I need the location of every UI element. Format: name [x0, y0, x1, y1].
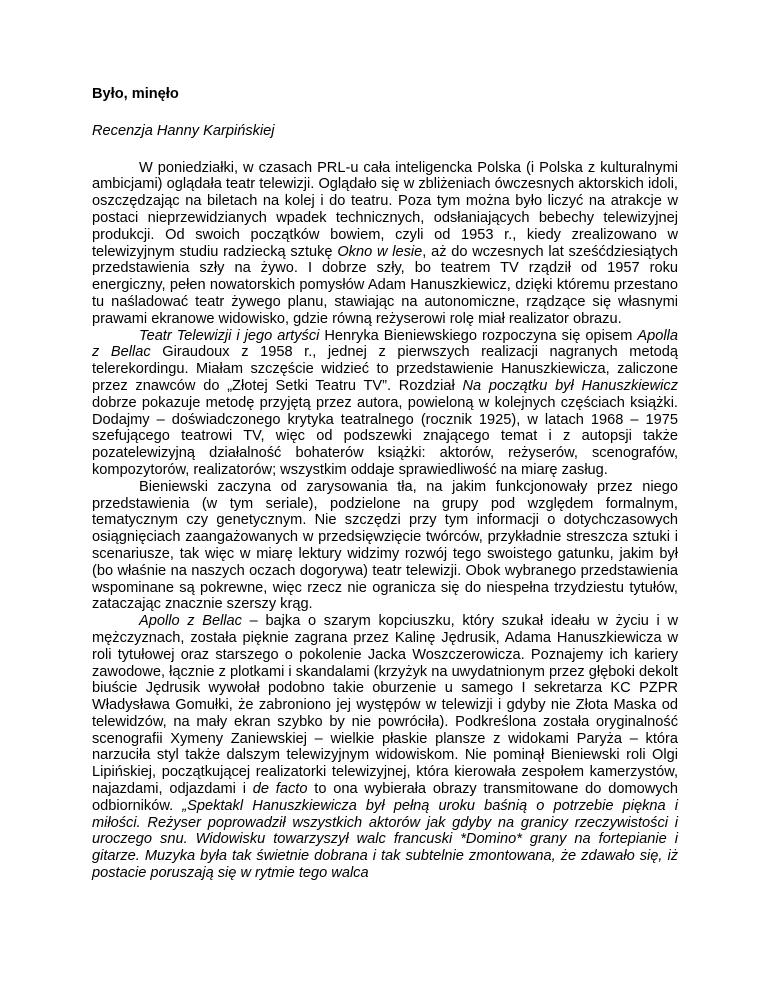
p1-text: W poniedziałki, w czasach PRL-u cała inteligencka Polska (i Polska z kulturalnymi ambicjami) oglądała teatr telewizji. Oglądało się w zbliżeniach ówczesnych aktorskich idoli, oszczędzając na biletach na kolej i do teatru. Poza tym można było liczyć na atrakcje w postaci nieprzewidzianych wpadek technicznych, odsłaniających bebechy telewizyjnej produkcji. Od swoich początków bowiem, czyli od 1953 r., kiedy zrealizowano w telewizyjnym studiu radziecką sztukę: [92, 159, 678, 260]
p2-chapter-title: Na początku był Hanuszkiewicz: [462, 377, 678, 394]
p1-text-end: , aż do wczesnych lat sześćdziesiątych przedstawienia szły na żywo. I dobrze szły, bo teatrem TV rządził od 1957 roku energiczny, pełen nowatorskich pomysłów Adam Hanuszkiewicz, dzięki któremu przestano tu naśladować teatr żywego planu, stawiając na autonomiczne, rządzące się własnymi prawami ekranowe widowisko, gdzie równą reżyserowi rolę miał realizator obrazu.: [92, 243, 679, 327]
p2-text-c: dobrze pokazuje metodę przyjętą przez autora, powieloną w kolejnych częściach książki. Dodajmy – doświadczonego krytyka teatralnego (rocznik 1925), w latach 1968 – 1975 szefującego teatrowi TV, więc od podszewki znającego temat i z autopsji także pozatelewizyjną działalność bohaterów książki: aktorów, reżyserów, scenografów, kompozytorów, realizatorów; wszystkim oddaje sprawiedliwość na miarę zasług.: [92, 394, 678, 478]
paragraph-2: [92, 328, 678, 479]
p2-play-title: Apolla z Bellac: [92, 327, 678, 361]
p1-title-ref: Okno w lesie: [337, 243, 423, 260]
p4-quotation: „Spektakl Hanuszkiewicza był pełną uroku baśnią o potrzebie piękna i miłości. Reżyser poprowadził wszystkich aktorów jak gdyby na granicy rzeczywistości i uroczego snu. Widowisku towarzyszył walc francuski *Domino* grany na fortepianie i gitarze. Muzyka była tak świetnie dobrana i tak subtelnie zmontowana, że zdawało się, iż postacie poruszają się w rytmie tego walca: [92, 797, 678, 882]
p4-play-title: Apollo z Bellac: [139, 613, 242, 630]
document-subtitle: Recenzja Hanny Karpińskiej: [92, 122, 275, 139]
paragraph-1: [92, 160, 678, 328]
document-page: [92, 86, 678, 882]
paragraph-4: [92, 613, 678, 882]
p2-text-b: Giraudoux z 1958 r., jednej z pierwszych realizacji nagranych metodą telerekordingu. Miałam szczęście widzieć to przedstawienie Hanuszkiewicza, zaliczone przez znawców do „Złotej Setki Teatru TV”. Rozdział: [92, 344, 678, 394]
p2-book-title: Teatr Telewizji i jego artyści: [139, 327, 320, 344]
p4-text-a: – bajka o szarym kopciuszku, który szukał ideału w życiu i w mężczyznach, została pięknie zagrana przez Kalinę Jędrusik, Adama Hanuszkiewicza w roli tytułowej oraz starszego o pokolenie Jacka Woszczerowicza. Poznajemy ich kariery zawodowe, łącznie z plotkami i skandalami (krzyżyk na uwydatnionym przez głęboki dekolt biuście Jędrusik wywołał podobno takie oburzenie u samego I sekretarza KC PZPR Władysława Gomułki, że zabroniono jej występów w telewizji i gdyby nie Złota Maska od telewidzów, na mały ekran szybko by nie powróciła). Podkreślona została oryginalność scenografii Xymeny Zaniewskiej – wielkie płaskie plansze z widokami Paryża – która narzuciła styl także dalszym telewizyjnym widowiskom. Nie pominął Bieniewski roli Olgi Lipińskiej, początkującej realizatorki telewizyjnej, która kierowała zespołem kamerzystów, najazdami, odjazdami i: [92, 613, 678, 798]
p2-text-a: Henryka Bieniewskiego rozpoczyna się opisem: [319, 327, 638, 344]
p4-text-b: to ona wybierała obrazy transmitowane do domowych odbiorników.: [92, 781, 678, 814]
document-title: Było, minęło: [92, 86, 179, 102]
p4-latin-phrase: de facto: [252, 781, 308, 798]
paragraph-3: Bieniewski zaczyna od zarysowania tła, na jakim funkcjonowały przez niego przedstawienia (w tym seriale), podzielone na grupy pod względem formalnym, tematycznym czy genetycznym. Nie szczędzi przy tym informacji o dotychczasowych osiągnięciach zaangażowanych w przedsięwzięcie twórców, przykładnie streszcza sztuki i scenariusze, tak więc w miarę lektury widzimy rozwój tego swoistego gatunku, jakim był (bo właśnie na naszych oczach dogorywa) teatr telewizji. Obok wybranego przedstawienia wspominane są pokrewne, więc rzecz nie ogranicza się do niespełna trzydziestu tytułów, zataczając znacznie szerszy krąg.: [92, 478, 678, 613]
